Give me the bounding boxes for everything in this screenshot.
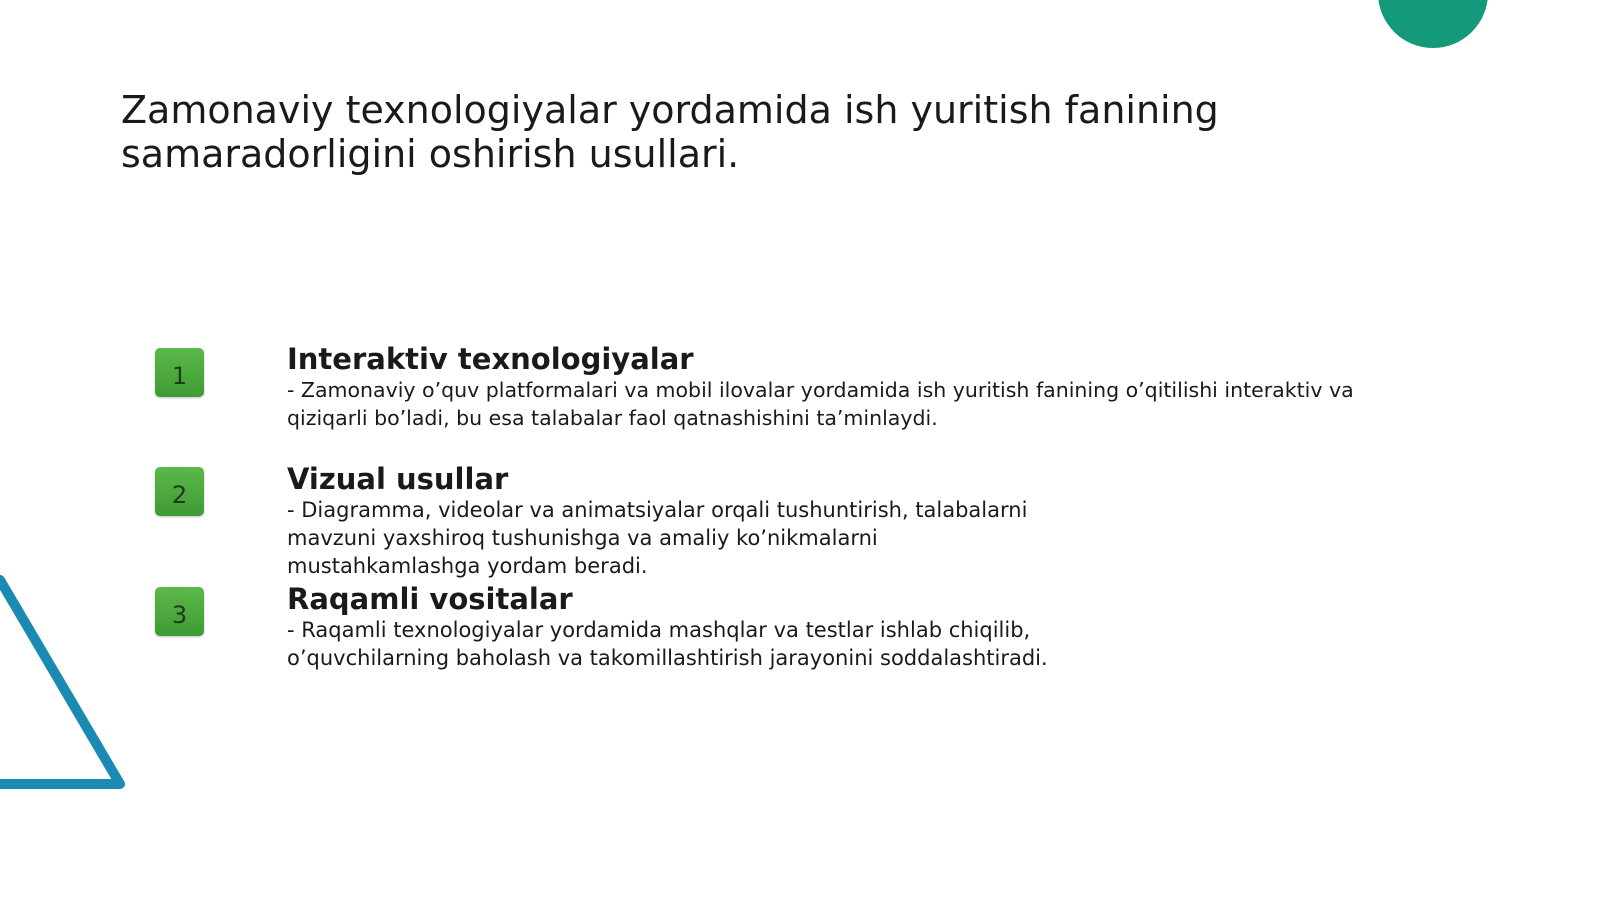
- item-heading: Raqamli vositalar: [287, 582, 573, 616]
- number-badge-label: 2: [171, 481, 188, 509]
- number-badge-label: 3: [171, 601, 188, 629]
- number-badge-label: 1: [171, 362, 188, 390]
- item-content: [287, 462, 1107, 580]
- item-description: - Raqamli texnologiyalar yordamida mashqlar va testlar ishlab chiqilib, o’quvchilarning baholash va takomillashtirish jarayonini soddalashtiradi.: [287, 618, 1048, 670]
- item-heading: Interaktiv texnologiyalar: [287, 342, 694, 376]
- number-badge: [155, 467, 204, 516]
- number-badge: [155, 587, 204, 636]
- item-content: [287, 342, 1427, 432]
- item-content: [287, 582, 1127, 672]
- item-description: - Diagramma, videolar va animatsiyalar orqali tushuntirish, talabalarni mavzuni yaxshiroq tushunishga va amaliy ko’nikmalarni mustahkamlashga yordam beradi.: [287, 498, 1028, 578]
- slide-title: Zamonaviy texnologiyalar yordamida ish yuritish fanining samaradorligini oshirish usullari.: [121, 88, 1219, 176]
- decorative-circle: [1378, 0, 1488, 48]
- decorative-triangle: [0, 560, 140, 820]
- item-heading: Vizual usullar: [287, 462, 509, 496]
- item-description: - Zamonaviy o’quv platformalari va mobil ilovalar yordamida ish yuritish fanining o’qitilishi interaktiv va qiziqarli bo’ladi, bu esa talabalar faol qatnashishini ta’minlaydi.: [287, 378, 1354, 430]
- number-badge: [155, 348, 204, 397]
